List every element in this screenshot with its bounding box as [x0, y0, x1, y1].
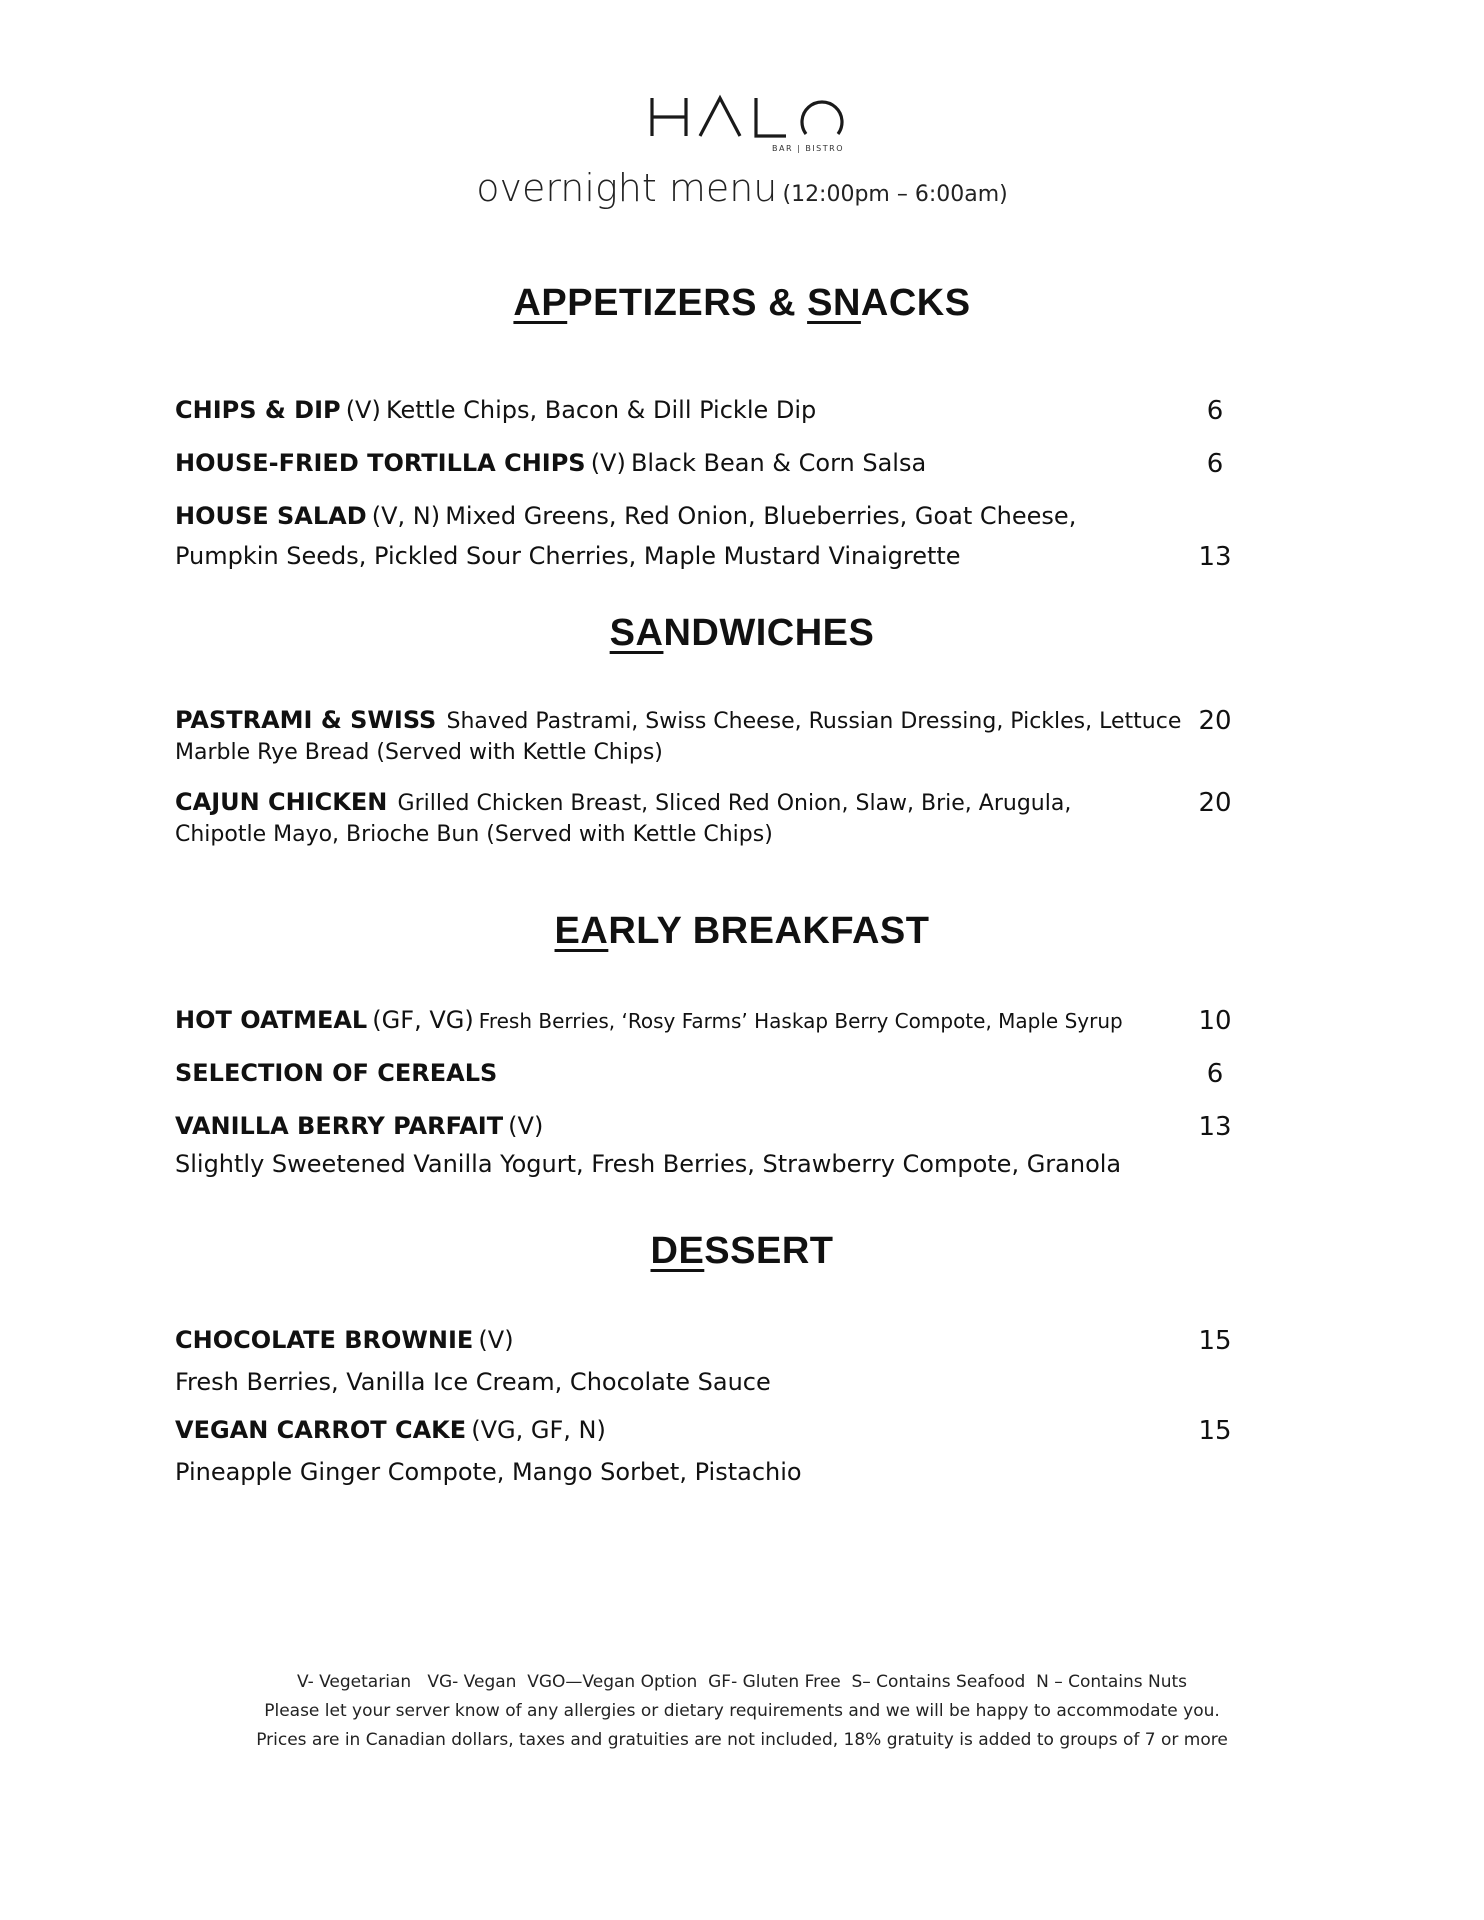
item-name: HOT OATMEAL — [175, 1006, 368, 1034]
item-description-cont: Pumpkin Seeds, Pickled Sour Cherries, Maple Mustard Vinaigrette — [175, 542, 961, 570]
item-price: 20 — [1198, 788, 1232, 818]
item-tags: (V) — [478, 1326, 514, 1354]
menu-item — [175, 502, 1245, 570]
item-tags: (V) — [345, 396, 381, 424]
item-name: VANILLA BERRY PARFAIT — [175, 1112, 504, 1140]
menu-item — [175, 1059, 1245, 1087]
item-price: 20 — [1198, 706, 1232, 736]
item-tags: (VG, GF, N) — [471, 1416, 606, 1444]
item-name: CHOCOLATE BROWNIE — [175, 1326, 474, 1354]
item-description: Fresh Berries, ‘Rosy Farms’ Haskap Berry Compote, Maple Syrup — [478, 1009, 1123, 1033]
section-heading-dessert: DESSERT — [650, 1230, 834, 1272]
item-tags: (GF, VG) — [372, 1006, 474, 1034]
item-description: Pineapple Ginger Compote, Mango Sorbet, Pistachio — [175, 1458, 802, 1486]
menu-item — [175, 1326, 1245, 1396]
section-heading-appetizers: APPETIZERS & SNACKS — [513, 282, 971, 324]
menu-item — [175, 1112, 1245, 1178]
pricing-note: Prices are in Canadian dollars, taxes and gratuities are not included, 18% gratuity is added to groups of 7 or more — [256, 1730, 1228, 1750]
item-price: 6 — [1206, 1059, 1224, 1089]
halo-logo-mark — [648, 92, 844, 142]
item-price: 10 — [1198, 1006, 1232, 1036]
menu-item — [175, 1006, 1245, 1034]
allergy-note: Please let your server know of any allergies or dietary requirements and we will be happy to accommodate you. — [264, 1701, 1220, 1721]
item-tags: (V) — [590, 449, 626, 477]
item-description: Black Bean & Corn Salsa — [630, 449, 927, 477]
item-tags: (V) — [508, 1112, 544, 1140]
menu-item — [175, 706, 1245, 765]
item-name: CHIPS & DIP — [175, 396, 341, 424]
section-heading-sandwiches: SANDWICHES — [609, 612, 875, 654]
menu-item — [175, 396, 1245, 424]
item-name: CAJUN CHICKEN — [175, 788, 388, 816]
menu-hours: (12:00pm – 6:00am) — [782, 182, 1008, 207]
item-description: Kettle Chips, Bacon & Dill Pickle Dip — [385, 396, 817, 424]
item-name: SELECTION OF CEREALS — [175, 1059, 498, 1087]
item-description: Grilled Chicken Breast, Sliced Red Onion, Slaw, Brie, Arugula, — [397, 791, 1072, 816]
menu-item — [175, 788, 1245, 847]
dietary-legend: V- Vegetarian VG- Vegan VGO—Vegan Option GF- Gluten Free S– Contains Seafood N – Contains Nuts — [296, 1672, 1188, 1692]
menu-footer — [0, 1668, 1484, 1755]
item-description: Mixed Greens, Red Onion, Blueberries, Goat Cheese, — [445, 502, 1077, 530]
section-heading-early-breakfast: EARLY BREAKFAST — [554, 910, 930, 952]
logo-subtitle: BAR | BISTRO — [772, 144, 844, 153]
item-name: VEGAN CARROT CAKE — [175, 1416, 467, 1444]
item-name: HOUSE-FRIED TORTILLA CHIPS — [175, 449, 586, 477]
item-price: 13 — [1198, 542, 1232, 572]
item-tags: (V, N) — [371, 502, 441, 530]
item-description-cont: Chipotle Mayo, Brioche Bun (Served with Kettle Chips) — [175, 822, 773, 847]
menu-title — [0, 166, 1484, 210]
item-price: 13 — [1198, 1112, 1232, 1142]
item-description: Slightly Sweetened Vanilla Yogurt, Fresh Berries, Strawberry Compote, Granola — [175, 1150, 1122, 1178]
halo-logo — [648, 92, 844, 162]
menu-item — [175, 449, 1245, 477]
item-description-cont: Marble Rye Bread (Served with Kettle Chips) — [175, 740, 663, 765]
item-price: 6 — [1206, 449, 1224, 479]
item-price: 6 — [1206, 396, 1224, 426]
item-price: 15 — [1198, 1326, 1232, 1356]
item-name: HOUSE SALAD — [175, 502, 367, 530]
item-description: Shaved Pastrami, Swiss Cheese, Russian Dressing, Pickles, Lettuce — [446, 709, 1182, 734]
item-description: Fresh Berries, Vanilla Ice Cream, Chocolate Sauce — [175, 1368, 771, 1396]
item-price: 15 — [1198, 1416, 1232, 1446]
menu-item — [175, 1416, 1245, 1486]
item-name: PASTRAMI & SWISS — [175, 706, 437, 734]
menu-name: overnight menu — [476, 166, 778, 210]
